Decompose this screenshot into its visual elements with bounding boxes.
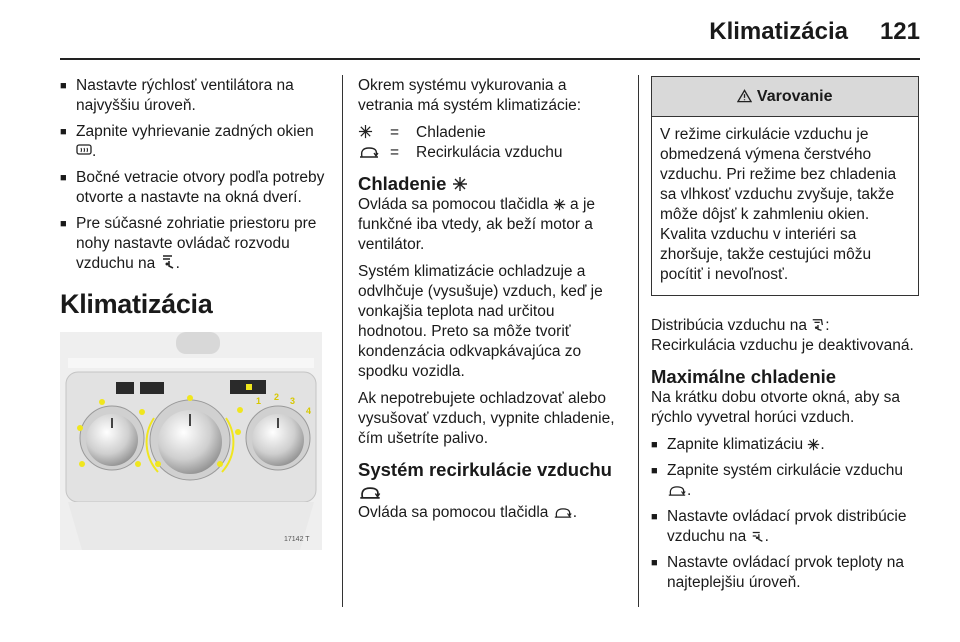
page-header [60, 16, 920, 56]
fan-speed-label: 4 [306, 406, 312, 416]
snowflake-icon [807, 438, 820, 451]
heading-max-cooling: Maximálne chladenie [651, 366, 837, 387]
paragraph: Systém klimatizácie ochladzuje a odvlhčuje (vysušuje) vzduch, keď je vonkajšia teplota nad určitou hodnotou. Preto sa môže tvoriť kondenzácia odkvapkávajúca zo spodku vozidla. [358, 263, 603, 380]
list-item: ■ Bočné vetracie otvory podľa potreby otvorte a nastavte na okná dverí. [60, 168, 326, 208]
list-item: ■ Nastavte ovládací prvok distribúcie vzduchu na . [651, 507, 919, 547]
section-title: Klimatizácia [60, 289, 213, 319]
list-item: ■ Pre súčasné zohriatie priestoru pre nohy nastavte ovládač rozvodu vzduchu na . [60, 214, 326, 274]
warning-text: V režime cirkulácie vzduchu je obmedzená výmena čerstvého vzduchu. Pri režime bez chladenia sa vlhkosť vzduchu zvyšuje, takže môže dôjsť k zahmleniu okien. Kvalita vzduchu v interiéri sa zhoršuje, takže cestujúci môžu pocítiť i nevoľnosť. [660, 126, 897, 283]
heading-cooling: Chladenie [358, 173, 624, 195]
column-1 [60, 76, 326, 556]
recirculation-icon [553, 507, 573, 519]
page-number: 121 [879, 18, 920, 45]
heading-recirculation: Systém recirkulácie vzduchu [358, 459, 624, 503]
running-title: Klimatizácia [709, 18, 848, 45]
recirculation-icon [667, 485, 687, 497]
list-item: ■ Zapnite systém cirkulácie vzduchu . [651, 461, 919, 501]
symbol-legend: = Chladenie = Recirkulácia vzduchu [358, 123, 624, 163]
list-item: ■ Nastavte rýchlosť ventilátora na najvyššiu úroveň. [60, 76, 326, 116]
fan-speed-label: 3 [290, 396, 296, 406]
header-rule [60, 58, 920, 60]
snowflake-icon [452, 176, 468, 192]
paragraph: Ovláda sa pomocou tlačidla a je funkčné iba vtedy, ak beží motor a ventilátor. [358, 196, 596, 253]
intro-paragraph: Okrem systému vykurovania a vetrania má systém klimatizácie: [358, 77, 582, 114]
list-item: ■ Nastavte ovládací prvok teploty na najteplejšiu úroveň. [651, 553, 919, 593]
feet-air-distribution-icon [160, 254, 176, 270]
windshield-air-distribution-icon [811, 318, 825, 332]
warning-triangle-icon [737, 89, 752, 103]
face-feet-air-distribution-icon [751, 529, 765, 543]
snowflake-icon [553, 198, 566, 211]
climate-control-panel-image [60, 332, 322, 550]
list-item: ■ Zapnite klimatizáciu . [651, 435, 919, 455]
figure-code: 17142 T [284, 536, 310, 543]
paragraph: Ak nepotrebujete ochladzovať alebo vysušovať vzduch, vypnite chladenie, čím ušetríte palivo. [358, 390, 615, 447]
warning-box [651, 76, 919, 296]
column-divider-2 [638, 75, 639, 607]
column-2 [358, 76, 624, 530]
snowflake-icon [358, 124, 373, 139]
paragraph: Na krátku dobu otvorte okná, aby sa rýchlo vyvetral horúci vzduch. [651, 389, 901, 426]
list-item: ■ Zapnite vyhrievanie zadných okien . [60, 122, 326, 162]
column-3 [651, 76, 919, 599]
fan-speed-label: 1 [256, 396, 262, 406]
recirculation-icon [358, 146, 380, 159]
fan-speed-label: 2 [274, 392, 280, 402]
paragraph: Ovláda sa pomocou tlačidla . [358, 504, 578, 521]
warning-header: Varovanie [652, 77, 918, 117]
recirculation-icon [358, 486, 382, 500]
paragraph: Distribúcia vzduchu na : Recirkulácia vzduchu je deaktivovaná. [651, 317, 914, 354]
rear-window-heater-icon [76, 144, 92, 158]
column-divider-1 [342, 75, 343, 607]
